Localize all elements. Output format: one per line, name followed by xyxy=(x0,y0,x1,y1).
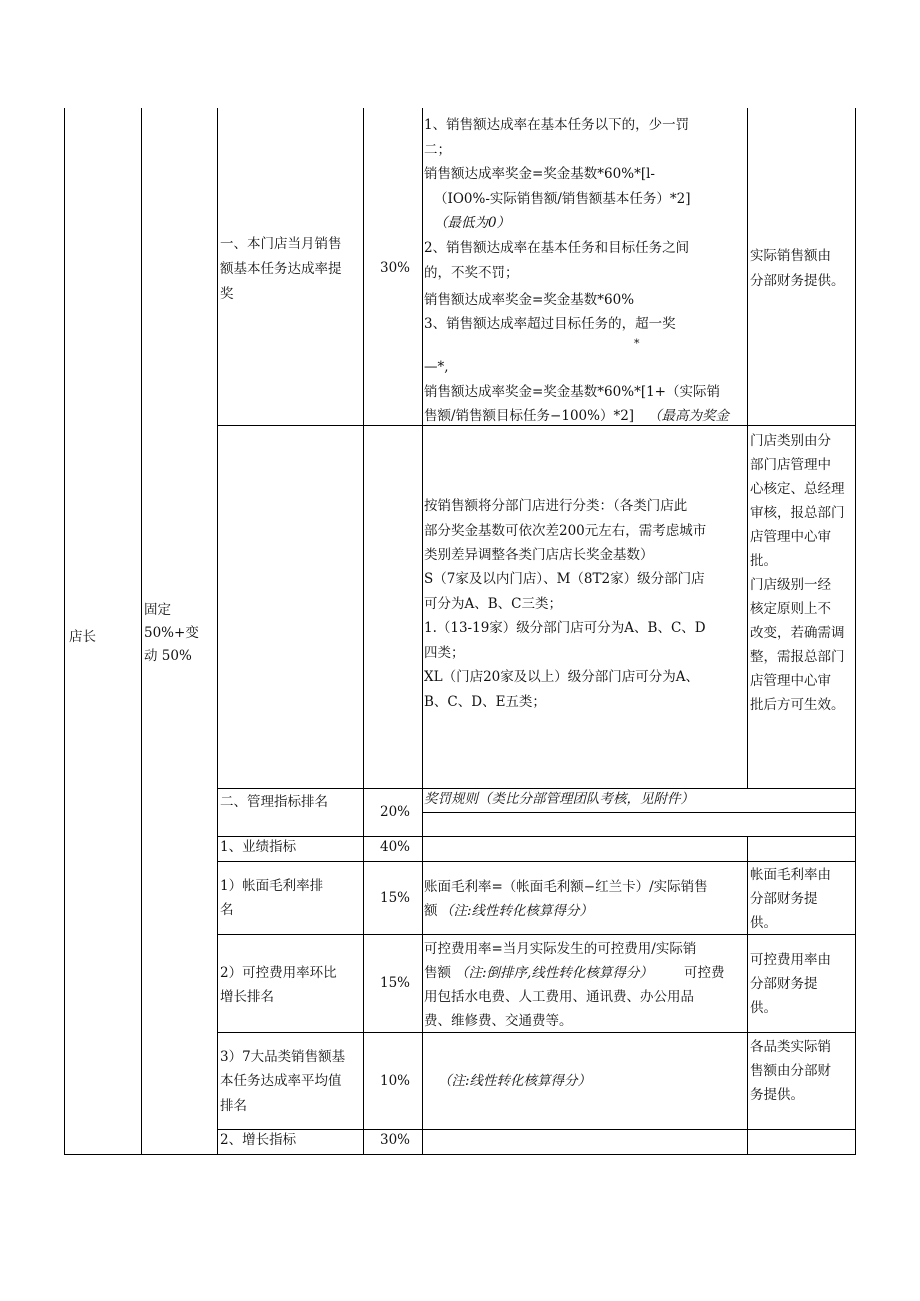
rule-line: 销售额达成率奖金=奖金基数*60%*[1+（实际销 xyxy=(424,384,720,400)
rule-line: 售额/销售额目标任务−100%）*2] xyxy=(424,408,635,424)
note-line: 部门店管理中 xyxy=(750,457,831,473)
indicator-line: 增长排名 xyxy=(220,989,274,1005)
rule-line: 账面毛利率=（帐面毛利额−红兰卡）/实际销售 xyxy=(424,879,708,895)
note-line: 供。 xyxy=(750,1000,777,1016)
note-line: 门店级别一经 xyxy=(750,577,831,593)
rule-line: 销售额达成率奖金=奖金基数*60%*[l- xyxy=(424,166,655,182)
note-line: 实际销售额由 xyxy=(750,248,831,264)
indicator-line: 2）可控费用率环比 xyxy=(220,965,337,981)
pay-line: 动 50% xyxy=(144,648,192,664)
indicator-cell: 1、业绩指标 xyxy=(220,839,297,855)
rule-line: * xyxy=(634,337,640,350)
rule-line: 2、销售额达成率在基本任务和目标任务之间 xyxy=(424,240,690,256)
rule-line: 额 xyxy=(424,903,438,919)
indicator-line: 奖 xyxy=(220,286,234,302)
rule-line: 四类； xyxy=(424,645,465,661)
rule-line: —*, xyxy=(424,359,449,375)
weight-cell: 10% xyxy=(380,1073,411,1089)
pay-line: 50%+变 xyxy=(144,625,199,641)
indicator-cell: 二、管理指标排名 xyxy=(220,794,328,810)
weight-cell: 30% xyxy=(380,1132,411,1148)
note-line: 帐面毛利率由 xyxy=(750,867,831,883)
rule-line: 费、维修费、交通费等。 xyxy=(424,1013,573,1029)
note-line: 店管理中心审 xyxy=(750,673,831,689)
rule-line: 1.（13-19家）级分部门店可分为A、B、C、D xyxy=(424,620,706,636)
note-line: 心核定、总经理 xyxy=(750,481,845,497)
note-line: 审核，报总部门 xyxy=(750,505,845,521)
rule-line: 1、销售额达成率在基本任务以下的，少一罚 xyxy=(424,117,690,133)
note-line: 整，需报总部门 xyxy=(750,649,845,665)
rule-line: 销售额达成率奖金=奖金基数*60% xyxy=(424,292,635,308)
rule-line: 3、销售额达成率超过目标任务的，超一奖 xyxy=(424,316,676,332)
rule-line: （最高为奖金 xyxy=(648,408,729,424)
note-line: 分部财务提 xyxy=(750,891,818,907)
rule-line: 二； xyxy=(424,142,451,158)
rule-line: 部分奖金基数可依次差200元左右，需考虑城市 xyxy=(424,523,707,539)
rule-line: （注:倒排序,线性转化核算得分） xyxy=(455,965,653,981)
rule-cell: 奖罚规则（类比分部管理团队考核，见附件） xyxy=(424,791,694,807)
note-line: 门店类别由分 xyxy=(750,433,831,449)
weight-cell: 20% xyxy=(380,804,411,820)
role-cell: 店长 xyxy=(69,629,96,645)
indicator-line: 额基本任务达成率提 xyxy=(220,261,342,277)
note-line: 供。 xyxy=(750,915,777,931)
indicator-cell: 2、增长指标 xyxy=(220,1132,297,1148)
note-line: 各品类实际销 xyxy=(750,1039,831,1055)
indicator-line: 一、本门店当月销售 xyxy=(220,236,342,252)
rule-line: （注:线性转化核算得分） xyxy=(440,903,594,919)
rule-line: （最低为0） xyxy=(434,215,511,231)
indicator-line: 排名 xyxy=(220,1098,247,1114)
rule-line: 可控费 xyxy=(684,965,725,981)
note-line: 店管理中心审 xyxy=(750,529,831,545)
rule-line: （IO0%-实际销售额/销售额基本任务）*2] xyxy=(434,191,691,207)
rule-line: B、C、D、E五类； xyxy=(424,694,546,710)
note-line: 分部财务提供。 xyxy=(750,273,845,289)
weight-cell: 40% xyxy=(380,839,411,855)
note-line: 批。 xyxy=(750,553,777,569)
note-line: 务提供。 xyxy=(750,1087,804,1103)
rule-line: 可控费用率=当月实际发生的可控费用/实际销 xyxy=(424,941,697,957)
note-line: 改变，若确需调 xyxy=(750,625,845,641)
note-line: 批后方可生效。 xyxy=(750,697,845,713)
rule-line: XL（门店20家及以上）级分部门店可分为A、 xyxy=(424,669,700,685)
rule-line: 用包括水电费、人工费用、通讯费、办公用品 xyxy=(424,989,694,1005)
indicator-line: 1）帐面毛利率排 xyxy=(220,878,324,894)
rule-line: 可分为A、B、C三类； xyxy=(424,596,562,612)
weight-cell: 15% xyxy=(380,975,411,991)
indicator-line: 名 xyxy=(220,902,234,918)
rule-line: 的，不奖不罚； xyxy=(424,265,519,281)
pay-line: 固定 xyxy=(144,602,171,618)
rule-line: 类别差异调整各类门店店长奖金基数） xyxy=(424,547,654,563)
note-line: 核定原则上不 xyxy=(750,601,831,617)
rule-line: S（7家及以内门店）、M（8T2家）级分部门店 xyxy=(424,571,705,587)
rule-line: 按销售额将分部门店进行分类：（各类门店此 xyxy=(424,498,688,514)
weight-cell: 30% xyxy=(380,260,411,276)
note-line: 可控费用率由 xyxy=(750,952,831,968)
weight-cell: 15% xyxy=(380,890,411,906)
note-line: 售额由分部财 xyxy=(750,1063,831,1079)
rule-cell: （注:线性转化核算得分） xyxy=(438,1073,592,1089)
note-line: 分部财务提 xyxy=(750,976,818,992)
indicator-line: 3）7大品类销售额基 xyxy=(220,1049,346,1065)
indicator-line: 本任务达成率平均值 xyxy=(220,1073,342,1089)
rule-line: 售额 xyxy=(424,965,451,981)
